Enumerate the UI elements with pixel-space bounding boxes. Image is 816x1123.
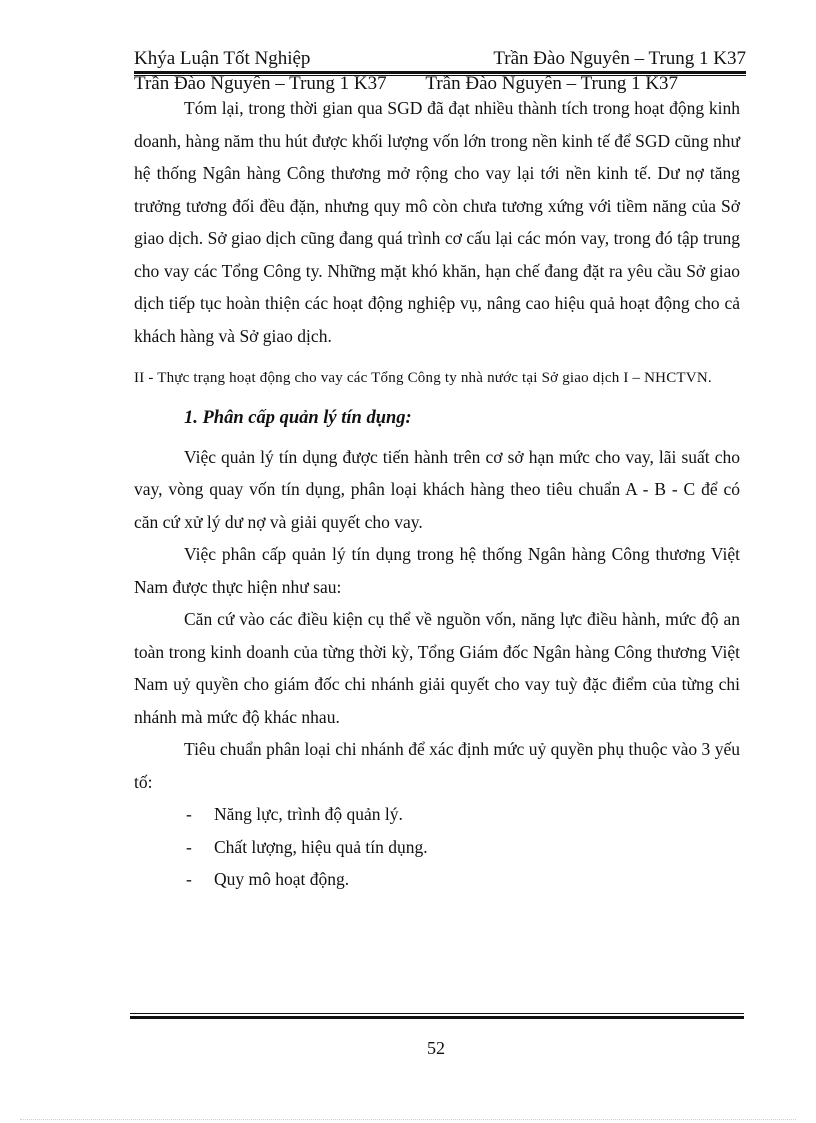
bullet-text: Chất lượng, hiệu quả tín dụng. [214, 836, 428, 857]
body-text [134, 92, 740, 896]
bullet-dash: - [186, 836, 192, 857]
bullet-dash: - [186, 804, 192, 824]
paragraph-decentralization: Việc phân cấp quản lý tín dụng trong hệ thống Ngân hàng Công thương Việt Nam được thực hiện như sau: [134, 544, 740, 597]
section-heading: II - Thực trạng hoạt động cho vay các Tổng Công ty nhà nước tại Sở giao dịch I – NHCTVN. [134, 370, 712, 386]
paragraph-summary: Tóm lại, trong thời gian qua SGD đã đạt nhiều thành tích trong hoạt động kinh doanh, hàng năm thu hút được khối lượng vốn lớn trong nền kinh tế để SGD cũng như hệ thống Ngân hàng Công thương mở rộng cho vay lại tới nền kinh tế. Dư nợ tăng trưởng tương đối đều đặn, nhưng quy mô còn chưa tương xứng với tiềm năng của Sở giao dịch. Sở giao dịch cũng đang quá trình cơ cấu lại các món vay, trong đó tập trung cho vay các Tổng Công ty. Những mặt khó khăn, hạn chế đang đặt ra yêu cầu Sở giao dịch tiếp tục hoàn thiện các hoạt động nghiệp vụ, nâng cao hiệu quả hoạt động cho cả khách hàng và Sở giao dịch. [134, 98, 740, 346]
header-thesis-title: Khýa Luận Tốt Nghiệp [134, 48, 311, 69]
sub-heading: 1. Phân cấp quản lý tín dụng: [184, 408, 412, 428]
paragraph-authorization: Căn cứ vào các điều kiện cụ thể về nguồn vốn, năng lực điều hành, mức độ an toàn trong kinh doanh của từng thời kỳ, Tổng Giám đốc Ngân hàng Công thương Việt Nam uỷ quyền cho giám đốc chi nhánh giải quyết cho vay tuỳ đặc điểm của từng chi nhánh mà mức độ khác nhau. [134, 609, 740, 727]
paragraph-classification: Tiêu chuẩn phân loại chi nhánh để xác định mức uỷ quyền phụ thuộc vào 3 yếu tố: [134, 739, 740, 792]
list-item [134, 831, 740, 864]
page-edge-dotted-line [20, 1119, 796, 1120]
paragraph-credit-management: Việc quản lý tín dụng được tiến hành trên cơ sở hạn mức cho vay, lãi suất cho vay, vòng quay vốn tín dụng, phân loại khách hàng theo tiêu chuẩn A - B - C để có căn cứ xử lý dư nợ và giải quyết cho vay. [134, 446, 740, 532]
header-repeat-author-2: Trần Đào Nguyên – Trung 1 K37 [425, 73, 679, 94]
bullet-text: Năng lực, trình độ quản lý. [214, 804, 403, 824]
bullet-dash: - [186, 869, 192, 889]
header-repeat-author-1: Trần Đào Nguyên – Trung 1 K37 [134, 73, 387, 94]
header-author: Trần Đào Nguyên – Trung 1 K37 [493, 48, 746, 69]
footer-rule-thick [130, 1016, 744, 1019]
bullet-text: Quy mô hoạt động. [214, 869, 350, 889]
page-number: 52 [427, 1038, 445, 1058]
list-item [134, 863, 740, 896]
footer-rule-thin [130, 1013, 744, 1014]
list-item [134, 798, 740, 831]
